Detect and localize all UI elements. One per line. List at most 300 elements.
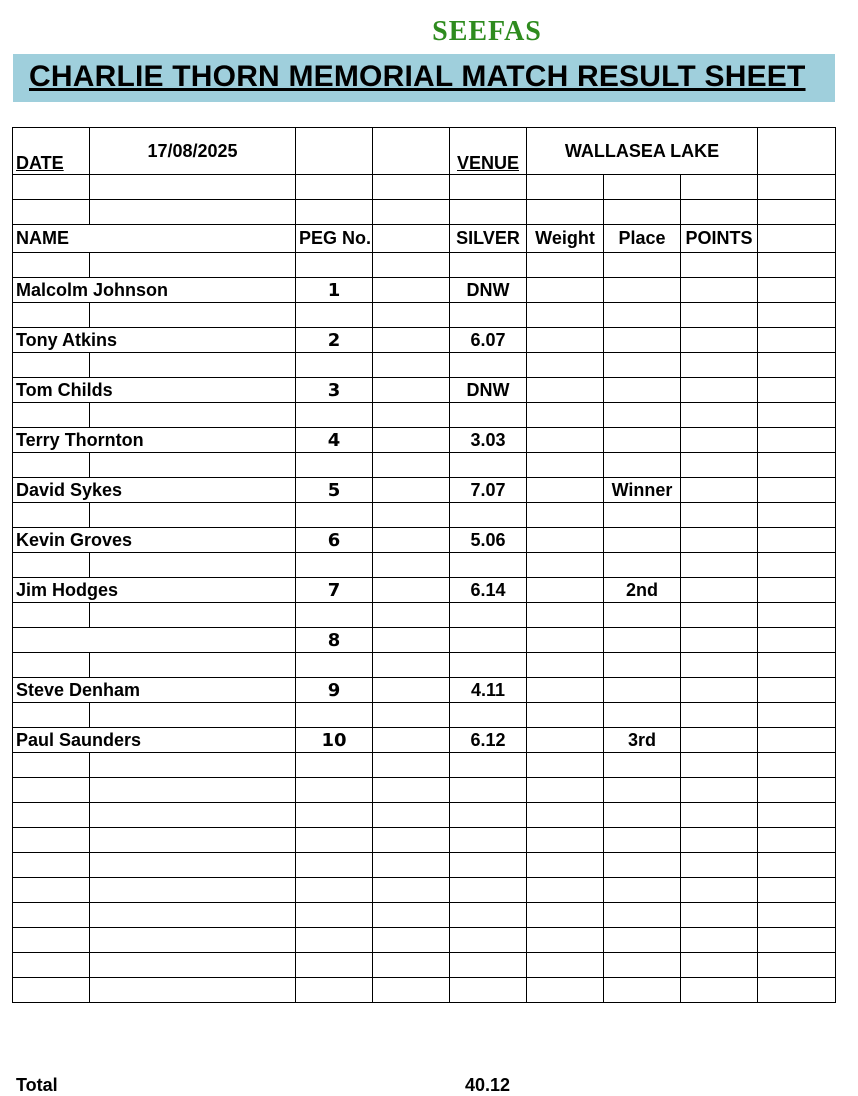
table-cell <box>527 453 604 478</box>
points-value <box>681 328 758 353</box>
table-cell <box>13 953 90 978</box>
table-row <box>13 678 836 703</box>
table-cell <box>758 353 836 378</box>
table-cell <box>450 453 527 478</box>
table-cell <box>373 703 450 728</box>
table-cell <box>758 303 836 328</box>
column-header-weight: Weight <box>527 225 604 253</box>
table-cell <box>604 753 681 778</box>
column-header-silver: SILVER <box>450 225 527 253</box>
table-cell <box>296 878 373 903</box>
table-cell <box>527 878 604 903</box>
table-cell <box>681 553 758 578</box>
table-cell <box>681 303 758 328</box>
table-cell <box>296 175 373 200</box>
place-value <box>604 678 681 703</box>
table-cell <box>681 778 758 803</box>
table-cell <box>13 828 90 853</box>
table-cell <box>373 528 450 553</box>
table-cell <box>450 903 527 928</box>
table-cell <box>13 703 90 728</box>
table-row <box>13 378 836 403</box>
table-cell <box>296 903 373 928</box>
table-cell <box>450 753 527 778</box>
peg-number: 10 <box>296 728 373 753</box>
table-cell <box>90 953 296 978</box>
weight-value <box>527 278 604 303</box>
table-cell <box>373 353 450 378</box>
table-cell <box>604 253 681 278</box>
spacer-row <box>13 853 836 878</box>
table-cell <box>758 853 836 878</box>
table-cell <box>604 353 681 378</box>
table-cell <box>90 553 296 578</box>
silver-value: 6.14 <box>450 578 527 603</box>
table-cell <box>13 303 90 328</box>
weight-value <box>527 528 604 553</box>
table-cell <box>90 828 296 853</box>
table-cell <box>13 553 90 578</box>
table-cell <box>681 353 758 378</box>
angler-name <box>13 628 296 653</box>
table-cell <box>450 553 527 578</box>
table-cell <box>296 453 373 478</box>
spacer-row <box>13 453 836 478</box>
peg-number: 3 <box>296 378 373 403</box>
table-cell <box>373 553 450 578</box>
points-value <box>681 578 758 603</box>
table-cell <box>373 278 450 303</box>
table-cell <box>527 303 604 328</box>
table-cell <box>527 978 604 1003</box>
table-cell <box>296 703 373 728</box>
table-cell <box>296 253 373 278</box>
table-cell <box>13 403 90 428</box>
table-cell <box>373 728 450 753</box>
table-cell <box>373 853 450 878</box>
table-cell <box>604 703 681 728</box>
table-cell <box>13 928 90 953</box>
table-cell <box>450 703 527 728</box>
place-value: 2nd <box>604 578 681 603</box>
table-cell <box>527 903 604 928</box>
table-cell <box>13 753 90 778</box>
table-cell <box>296 778 373 803</box>
table-cell <box>758 653 836 678</box>
table-cell <box>90 353 296 378</box>
points-value <box>681 628 758 653</box>
table-cell <box>758 478 836 503</box>
spacer-row <box>13 778 836 803</box>
table-cell <box>450 353 527 378</box>
table-cell <box>527 703 604 728</box>
weight-value <box>527 478 604 503</box>
total-label: Total <box>16 1075 58 1095</box>
table-row <box>13 478 836 503</box>
angler-name: Jim Hodges <box>13 578 296 603</box>
table-cell <box>681 803 758 828</box>
place-value <box>604 428 681 453</box>
table-cell <box>373 928 450 953</box>
table-cell <box>373 428 450 453</box>
peg-number: 6 <box>296 528 373 553</box>
table-cell <box>373 503 450 528</box>
table-cell <box>13 503 90 528</box>
result-sheet-table <box>12 127 836 1003</box>
table-cell <box>373 953 450 978</box>
table-cell <box>450 878 527 903</box>
table-cell <box>527 175 604 200</box>
table-cell <box>90 653 296 678</box>
column-header-row <box>13 225 836 253</box>
table-cell <box>681 928 758 953</box>
table-cell <box>450 953 527 978</box>
table-cell <box>527 603 604 628</box>
weight-value <box>527 428 604 453</box>
table-cell <box>450 503 527 528</box>
spacer-row <box>13 703 836 728</box>
table-cell <box>681 603 758 628</box>
table-cell <box>758 978 836 1003</box>
table-cell <box>681 953 758 978</box>
table-cell <box>373 403 450 428</box>
weight-value <box>527 378 604 403</box>
table-cell <box>604 953 681 978</box>
weight-value <box>527 628 604 653</box>
table-cell <box>13 175 90 200</box>
table-cell <box>450 653 527 678</box>
table-cell <box>604 878 681 903</box>
table-cell <box>604 778 681 803</box>
table-cell <box>527 953 604 978</box>
table-cell <box>758 378 836 403</box>
weight-value <box>527 578 604 603</box>
table-cell <box>373 603 450 628</box>
table-cell <box>604 828 681 853</box>
table-cell <box>296 853 373 878</box>
table-cell <box>604 803 681 828</box>
table-cell <box>373 778 450 803</box>
points-value <box>681 278 758 303</box>
table-cell <box>604 553 681 578</box>
table-cell <box>758 928 836 953</box>
table-cell <box>758 553 836 578</box>
table-cell <box>604 853 681 878</box>
page-title: CHARLIE THORN MEMORIAL MATCH RESULT SHEET <box>29 60 806 93</box>
table-cell <box>681 978 758 1003</box>
table-cell <box>373 803 450 828</box>
place-value <box>604 378 681 403</box>
spacer-row <box>13 803 836 828</box>
table-cell <box>758 428 836 453</box>
spacer-row <box>13 303 836 328</box>
silver-value: DNW <box>450 278 527 303</box>
angler-name: David Sykes <box>13 478 296 503</box>
table-cell <box>527 753 604 778</box>
table-cell <box>527 803 604 828</box>
table-cell <box>604 653 681 678</box>
spacer-row <box>13 253 836 278</box>
points-value <box>681 678 758 703</box>
table-cell <box>90 803 296 828</box>
table-cell <box>681 453 758 478</box>
table-cell <box>90 753 296 778</box>
table-cell <box>758 528 836 553</box>
peg-number: 9 <box>296 678 373 703</box>
table-cell <box>13 653 90 678</box>
table-cell <box>90 200 296 225</box>
table-cell <box>90 778 296 803</box>
table-cell <box>758 828 836 853</box>
spacer-row <box>13 953 836 978</box>
angler-name: Terry Thornton <box>13 428 296 453</box>
table-cell <box>373 878 450 903</box>
spacer-row <box>13 978 836 1003</box>
weight-value <box>527 728 604 753</box>
table-cell <box>527 553 604 578</box>
table-cell <box>758 953 836 978</box>
table-cell <box>681 828 758 853</box>
table-cell <box>527 503 604 528</box>
table-cell <box>681 878 758 903</box>
silver-value: 6.12 <box>450 728 527 753</box>
table-cell <box>373 128 450 175</box>
table-cell <box>450 778 527 803</box>
table-cell <box>296 953 373 978</box>
table-cell <box>450 303 527 328</box>
peg-number: 8 <box>296 628 373 653</box>
table-cell <box>758 753 836 778</box>
table-cell <box>373 378 450 403</box>
table-cell <box>90 303 296 328</box>
table-cell <box>296 303 373 328</box>
table-cell <box>758 903 836 928</box>
table-cell <box>758 803 836 828</box>
spacer-row <box>13 200 836 225</box>
spacer-row <box>13 603 836 628</box>
table-cell <box>758 678 836 703</box>
table-cell <box>604 903 681 928</box>
table-cell <box>758 578 836 603</box>
table-cell <box>604 603 681 628</box>
table-cell <box>527 853 604 878</box>
spacer-row <box>13 653 836 678</box>
place-value: 3rd <box>604 728 681 753</box>
table-cell <box>296 403 373 428</box>
angler-name: Tom Childs <box>13 378 296 403</box>
silver-value: 6.07 <box>450 328 527 353</box>
table-cell <box>296 653 373 678</box>
table-cell <box>373 253 450 278</box>
table-cell <box>758 878 836 903</box>
table-cell <box>13 778 90 803</box>
table-row <box>13 428 836 453</box>
table-cell <box>681 403 758 428</box>
place-value <box>604 328 681 353</box>
table-cell <box>296 978 373 1003</box>
table-cell <box>527 253 604 278</box>
place-value <box>604 628 681 653</box>
table-cell <box>681 175 758 200</box>
table-cell <box>296 828 373 853</box>
points-value <box>681 728 758 753</box>
table-cell <box>296 200 373 225</box>
table-cell <box>758 225 836 253</box>
table-cell <box>604 453 681 478</box>
silver-value <box>450 628 527 653</box>
table-cell <box>681 503 758 528</box>
table-cell <box>681 703 758 728</box>
table-cell <box>604 403 681 428</box>
table-cell <box>758 628 836 653</box>
table-cell <box>604 978 681 1003</box>
table-cell <box>758 328 836 353</box>
silver-value: 3.03 <box>450 428 527 453</box>
table-cell <box>527 353 604 378</box>
table-cell <box>527 778 604 803</box>
table-cell <box>373 678 450 703</box>
points-value <box>681 478 758 503</box>
header-row <box>13 128 836 175</box>
table-cell <box>450 200 527 225</box>
spacer-row <box>13 903 836 928</box>
table-cell <box>450 853 527 878</box>
table-cell <box>373 478 450 503</box>
table-cell <box>373 628 450 653</box>
total-value: 40.12 <box>464 1075 511 1095</box>
peg-number: 5 <box>296 478 373 503</box>
table-cell <box>90 978 296 1003</box>
venue-label: VENUE <box>450 128 527 175</box>
spacer-row <box>13 553 836 578</box>
peg-number: 1 <box>296 278 373 303</box>
table-cell <box>13 200 90 225</box>
table-cell <box>527 200 604 225</box>
spacer-row <box>13 753 836 778</box>
table-cell <box>604 503 681 528</box>
table-cell <box>13 903 90 928</box>
table-cell <box>13 803 90 828</box>
table-cell <box>13 853 90 878</box>
table-cell <box>90 453 296 478</box>
table-cell <box>296 603 373 628</box>
organisation-name: SEEFAS <box>432 16 542 47</box>
table-cell <box>373 578 450 603</box>
table-cell <box>90 253 296 278</box>
table-cell <box>13 978 90 1003</box>
table-cell <box>450 828 527 853</box>
silver-value: 4.11 <box>450 678 527 703</box>
spacer-row <box>13 175 836 200</box>
silver-value: 7.07 <box>450 478 527 503</box>
peg-number: 4 <box>296 428 373 453</box>
table-cell <box>450 175 527 200</box>
peg-number: 7 <box>296 578 373 603</box>
table-cell <box>90 903 296 928</box>
table-cell <box>450 803 527 828</box>
table-cell <box>758 403 836 428</box>
table-cell <box>90 503 296 528</box>
spacer-row <box>13 878 836 903</box>
points-value <box>681 528 758 553</box>
date-value: 17/08/2025 <box>90 128 296 175</box>
angler-name: Malcolm Johnson <box>13 278 296 303</box>
table-cell <box>527 928 604 953</box>
venue-value: WALLASEA LAKE <box>527 128 758 175</box>
column-header-place: Place <box>604 225 681 253</box>
table-cell <box>450 978 527 1003</box>
weight-value <box>527 678 604 703</box>
table-cell <box>90 703 296 728</box>
table-row <box>13 328 836 353</box>
angler-name: Tony Atkins <box>13 328 296 353</box>
table-cell <box>450 253 527 278</box>
table-cell <box>13 253 90 278</box>
table-cell <box>373 903 450 928</box>
table-cell <box>373 225 450 253</box>
table-cell <box>13 603 90 628</box>
angler-name: Kevin Groves <box>13 528 296 553</box>
table-cell <box>373 328 450 353</box>
table-cell <box>758 728 836 753</box>
table-cell <box>758 503 836 528</box>
table-cell <box>373 303 450 328</box>
table-cell <box>681 653 758 678</box>
table-cell <box>296 128 373 175</box>
table-cell <box>90 603 296 628</box>
table-cell <box>90 878 296 903</box>
table-cell <box>527 828 604 853</box>
table-cell <box>758 128 836 175</box>
angler-name: Paul Saunders <box>13 728 296 753</box>
table-cell <box>296 753 373 778</box>
spacer-row <box>13 403 836 428</box>
table-cell <box>296 353 373 378</box>
table-cell <box>527 403 604 428</box>
table-cell <box>373 978 450 1003</box>
table-cell <box>13 878 90 903</box>
place-value <box>604 528 681 553</box>
table-cell <box>373 828 450 853</box>
table-cell <box>758 175 836 200</box>
table-cell <box>373 453 450 478</box>
table-cell <box>13 453 90 478</box>
date-label: DATE <box>13 128 90 175</box>
column-header-name: NAME <box>13 225 296 253</box>
peg-number: 2 <box>296 328 373 353</box>
angler-name: Steve Denham <box>13 678 296 703</box>
place-value: Winner <box>604 478 681 503</box>
table-cell <box>758 278 836 303</box>
table-cell <box>604 200 681 225</box>
table-row <box>13 278 836 303</box>
table-cell <box>296 503 373 528</box>
table-cell <box>13 353 90 378</box>
table-row <box>13 578 836 603</box>
table-row <box>13 728 836 753</box>
spacer-row <box>13 828 836 853</box>
table-cell <box>681 253 758 278</box>
table-cell <box>90 175 296 200</box>
table-cell <box>758 603 836 628</box>
table-cell <box>758 253 836 278</box>
table-cell <box>758 778 836 803</box>
table-cell <box>758 200 836 225</box>
weight-value <box>527 328 604 353</box>
table-row <box>13 628 836 653</box>
table-cell <box>604 175 681 200</box>
table-cell <box>681 753 758 778</box>
